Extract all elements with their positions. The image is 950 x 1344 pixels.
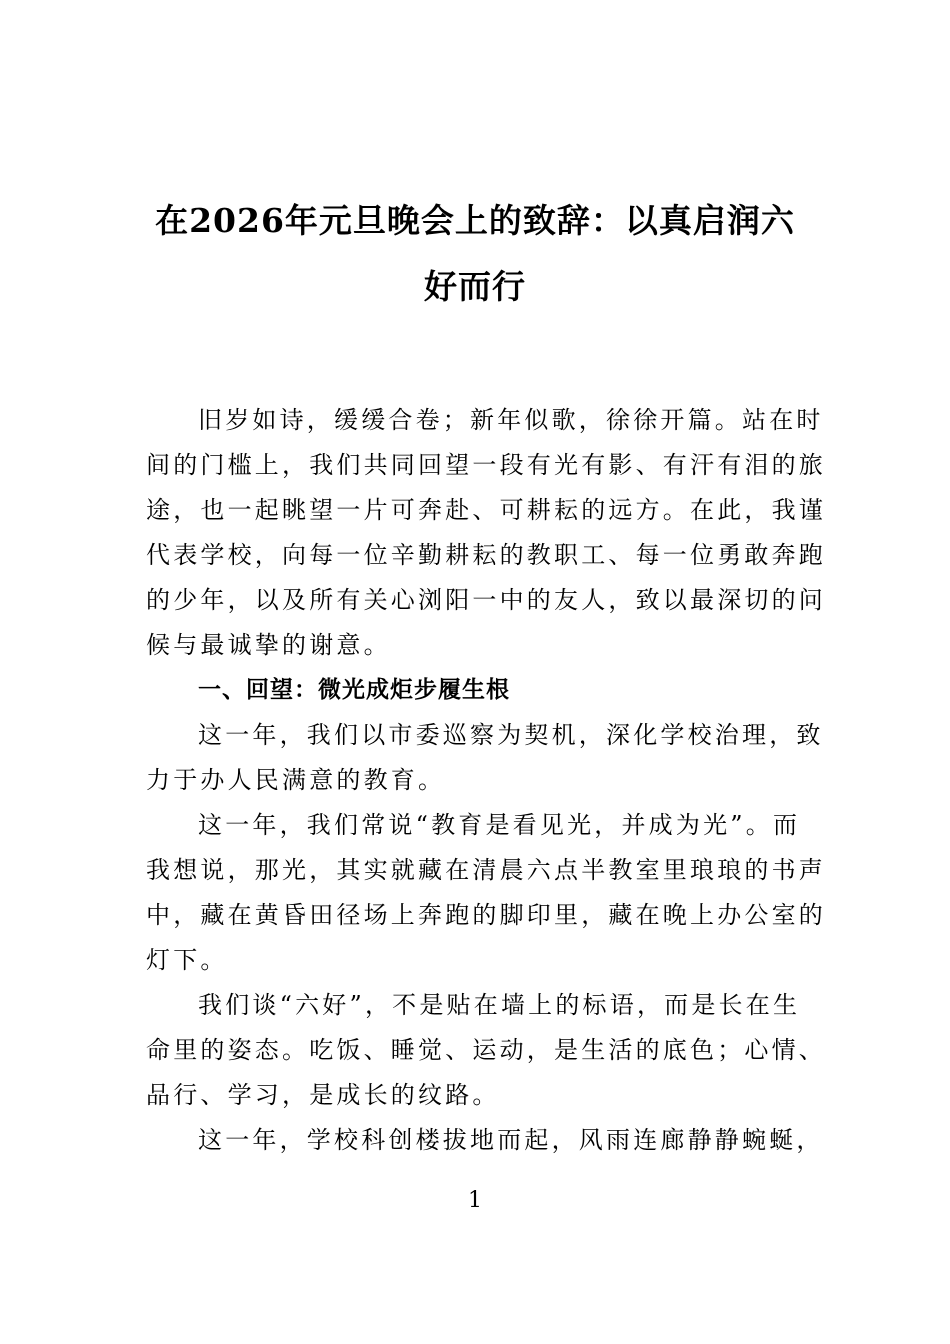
paragraph-line: 这一年，我们常说“教育是看见光，并成为光”。而 <box>198 811 801 839</box>
title-line: 好而行 <box>424 267 526 306</box>
section-heading: 一、回望：微光成炬步履生根 <box>198 677 510 703</box>
paragraph-line: 命里的姿态。吃饭、睡觉、运动，是生活的底色；心情、 <box>146 1036 826 1064</box>
page-number: 1 <box>468 1188 482 1213</box>
paragraph-line: 间的门槛上，我们共同回望一段有光有影、有汗有泪的旅 <box>146 451 826 479</box>
paragraph-line: 候与最诚挚的谢意。 <box>146 631 391 659</box>
paragraph-line: 的少年，以及所有关心浏阳一中的友人，致以最深切的问 <box>146 586 826 614</box>
paragraph-line: 旧岁如诗，缓缓合卷；新年似歌，徐徐开篇。站在时 <box>198 406 824 434</box>
paragraph-line: 力于办人民满意的教育。 <box>146 766 446 794</box>
paragraph-line: 中，藏在黄昏田径场上奔跑的脚印里，藏在晚上办公室的 <box>146 901 826 929</box>
document-title <box>140 188 810 320</box>
paragraph-line: 我想说，那光，其实就藏在清晨六点半教室里琅琅的书声 <box>146 856 826 884</box>
paragraph-line: 我们谈“六好”，不是贴在墙上的标语，而是长在生 <box>198 991 801 1019</box>
paragraph-line: 代表学校，向每一位辛勤耕耘的教职工、每一位勇敢奔跑 <box>146 541 826 569</box>
paragraph-line: 这一年，学校科创楼拔地而起，风雨连廊静静蜿蜒， <box>198 1126 824 1154</box>
paragraph-line: 这一年，我们以市委巡察为契机，深化学校治理，致 <box>198 721 824 749</box>
paragraph-line: 途，也一起眺望一片可奔赴、可耕耘的远方。在此，我谨 <box>146 496 826 524</box>
paragraph-line: 品行、学习，是成长的纹路。 <box>146 1081 500 1109</box>
paragraph-line: 灯下。 <box>146 946 228 974</box>
title-line: 在2026年元旦晚会上的致辞：以真启润六 <box>155 201 795 240</box>
document-body <box>146 398 826 1163</box>
